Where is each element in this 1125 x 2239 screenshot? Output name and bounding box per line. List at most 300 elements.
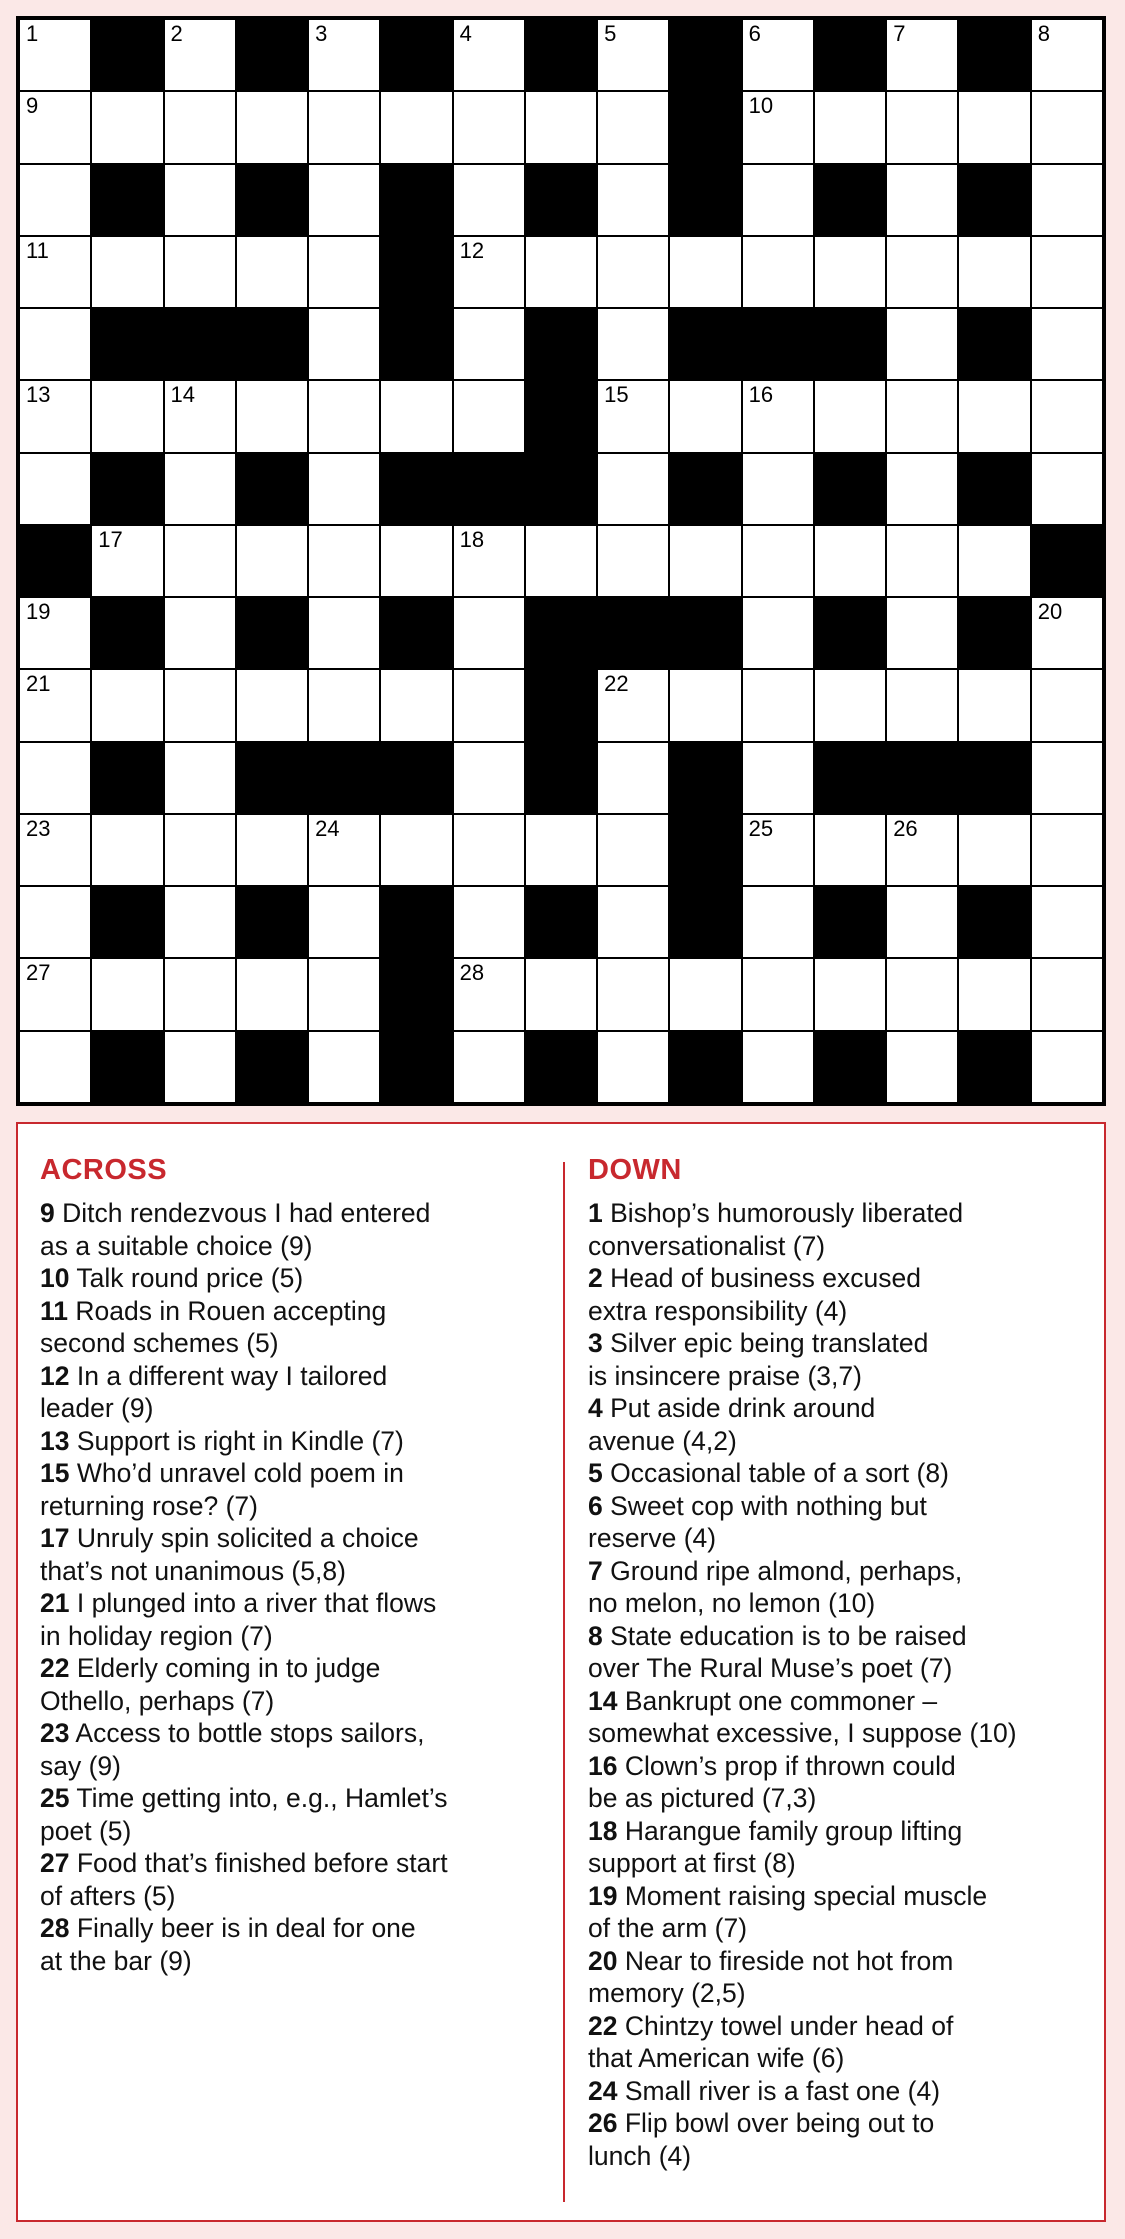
clue-num: 3 xyxy=(588,1328,603,1358)
clue-num: 23 xyxy=(40,1718,70,1748)
clues-panel xyxy=(16,1122,1106,2222)
clue-number: 27 xyxy=(26,960,51,986)
grid-cell[interactable] xyxy=(1032,92,1102,162)
grid-block xyxy=(92,165,162,235)
grid-cell[interactable] xyxy=(743,526,813,596)
grid-cell[interactable] xyxy=(598,165,668,235)
grid-cell[interactable] xyxy=(887,92,957,162)
grid-cell[interactable] xyxy=(92,815,162,885)
grid-cell[interactable] xyxy=(20,454,90,524)
grid-cell[interactable] xyxy=(959,815,1029,885)
grid-cell[interactable] xyxy=(454,92,524,162)
grid-cell[interactable] xyxy=(309,237,379,307)
grid-block xyxy=(454,454,524,524)
grid-cell[interactable] xyxy=(959,92,1029,162)
clue-num: 4 xyxy=(588,1393,603,1423)
grid-block xyxy=(381,959,451,1029)
grid-cell[interactable] xyxy=(237,670,307,740)
clue-text: Elderly coming in to judge xyxy=(76,1653,381,1683)
clue-text-line2: returning rose? (7) xyxy=(40,1490,258,1521)
grid-cell[interactable] xyxy=(1032,237,1102,307)
grid-block xyxy=(670,92,740,162)
grid-block xyxy=(92,743,162,813)
across-column xyxy=(40,1154,560,1977)
clue-num: 12 xyxy=(40,1360,70,1391)
grid-cell[interactable] xyxy=(815,959,885,1029)
grid-cell[interactable] xyxy=(309,1032,379,1102)
grid-cell[interactable] xyxy=(815,670,885,740)
clue-text: Flip bowl over being out to xyxy=(624,2108,935,2138)
grid-block xyxy=(670,165,740,235)
grid-cell[interactable] xyxy=(743,20,813,90)
grid-cell[interactable] xyxy=(598,237,668,307)
clue-num: 9 xyxy=(40,1198,55,1228)
grid-block xyxy=(526,743,596,813)
grid-cell[interactable] xyxy=(237,237,307,307)
grid-cell[interactable] xyxy=(237,92,307,162)
grid-block xyxy=(381,237,451,307)
grid-cell[interactable] xyxy=(598,743,668,813)
grid-cell[interactable] xyxy=(237,959,307,1029)
grid-cell[interactable] xyxy=(454,887,524,957)
grid-cell[interactable] xyxy=(165,1032,235,1102)
grid-cell[interactable] xyxy=(92,237,162,307)
grid-block xyxy=(815,598,885,668)
grid-cell[interactable] xyxy=(92,381,162,451)
clue-number: 19 xyxy=(26,599,51,625)
across-clue xyxy=(40,1717,560,1782)
grid-block xyxy=(526,381,596,451)
grid-cell[interactable] xyxy=(381,815,451,885)
across-clue xyxy=(40,1360,560,1425)
grid-cell[interactable] xyxy=(670,381,740,451)
clue-num: 8 xyxy=(588,1620,603,1651)
grid-cell[interactable] xyxy=(598,454,668,524)
down-clue xyxy=(588,1392,1098,1457)
grid-block xyxy=(815,1032,885,1102)
grid-block xyxy=(526,165,596,235)
grid-block xyxy=(237,20,307,90)
clue-num: 16 xyxy=(588,1750,618,1781)
grid-block xyxy=(526,1032,596,1102)
grid-cell[interactable] xyxy=(20,743,90,813)
grid-cell[interactable] xyxy=(20,670,90,740)
grid-cell[interactable] xyxy=(887,526,957,596)
grid-cell[interactable] xyxy=(454,526,524,596)
grid-cell[interactable] xyxy=(1032,743,1102,813)
down-clue xyxy=(588,2010,1098,2075)
clue-text-line2: memory (2,5) xyxy=(588,1978,746,2008)
clue-text: Head of business excused xyxy=(610,1263,921,1293)
grid-cell[interactable] xyxy=(1032,1032,1102,1102)
grid-cell[interactable] xyxy=(454,670,524,740)
grid-cell[interactable] xyxy=(454,815,524,885)
grid-cell[interactable] xyxy=(165,526,235,596)
grid-cell[interactable] xyxy=(20,381,90,451)
grid-cell[interactable] xyxy=(959,959,1029,1029)
grid-cell[interactable] xyxy=(887,381,957,451)
grid-cell[interactable] xyxy=(454,959,524,1029)
across-clue xyxy=(40,1197,560,1262)
grid-cell[interactable] xyxy=(526,237,596,307)
grid-cell[interactable] xyxy=(309,454,379,524)
grid-cell[interactable] xyxy=(670,670,740,740)
clue-text: Sweet cop with nothing but xyxy=(610,1490,927,1521)
clue-num: 26 xyxy=(588,2108,618,2138)
grid-cell[interactable] xyxy=(20,887,90,957)
clue-number: 21 xyxy=(26,671,51,697)
clue-text-line2: reserve (4) xyxy=(588,1523,717,1553)
clue-text: Unruly spin solicited a choice xyxy=(76,1523,419,1553)
down-clue xyxy=(588,1620,1098,1685)
grid-block xyxy=(92,598,162,668)
grid-cell[interactable] xyxy=(670,526,740,596)
grid-block xyxy=(743,309,813,379)
grid-cell[interactable] xyxy=(454,1032,524,1102)
grid-cell[interactable] xyxy=(92,92,162,162)
grid-cell[interactable] xyxy=(309,959,379,1029)
across-clue xyxy=(40,1847,560,1912)
grid-cell[interactable] xyxy=(743,959,813,1029)
clue-num: 25 xyxy=(40,1783,70,1813)
grid-block xyxy=(92,1032,162,1102)
clue-text: Clown’s prop if thrown could xyxy=(624,1750,956,1781)
grid-cell[interactable] xyxy=(381,381,451,451)
grid-cell[interactable] xyxy=(309,670,379,740)
grid-cell[interactable] xyxy=(887,670,957,740)
clue-number: 3 xyxy=(315,21,328,46)
clue-number: 5 xyxy=(604,21,617,46)
grid-cell[interactable] xyxy=(237,381,307,451)
grid-cell[interactable] xyxy=(815,815,885,885)
grid-cell[interactable] xyxy=(1032,381,1102,451)
grid-cell[interactable] xyxy=(165,887,235,957)
grid-block xyxy=(959,165,1029,235)
grid-cell[interactable] xyxy=(887,20,957,90)
grid-block xyxy=(815,887,885,957)
grid-cell[interactable] xyxy=(1032,815,1102,885)
clue-text-line2: support at first (8) xyxy=(588,1848,796,1878)
grid-cell[interactable] xyxy=(165,20,235,90)
clue-num: 7 xyxy=(588,1555,603,1586)
grid-cell[interactable] xyxy=(887,598,957,668)
grid-cell[interactable] xyxy=(20,20,90,90)
grid-cell[interactable] xyxy=(743,165,813,235)
clue-text: Finally beer is in deal for one xyxy=(76,1913,416,1943)
grid-cell[interactable] xyxy=(92,959,162,1029)
grid-cell[interactable] xyxy=(959,381,1029,451)
grid-block xyxy=(815,20,885,90)
column-divider xyxy=(563,1162,565,2202)
grid-cell[interactable] xyxy=(815,526,885,596)
grid-cell[interactable] xyxy=(454,381,524,451)
grid-cell[interactable] xyxy=(887,237,957,307)
grid-cell[interactable] xyxy=(526,92,596,162)
grid-cell[interactable] xyxy=(381,92,451,162)
grid-cell[interactable] xyxy=(92,670,162,740)
grid-block xyxy=(959,309,1029,379)
grid-cell[interactable] xyxy=(598,887,668,957)
grid-block xyxy=(237,743,307,813)
grid-cell[interactable] xyxy=(309,381,379,451)
grid-block xyxy=(887,743,957,813)
clue-text: State education is to be raised xyxy=(610,1620,967,1651)
clue-number: 15 xyxy=(604,382,629,408)
grid-cell[interactable] xyxy=(887,815,957,885)
grid-block xyxy=(237,165,307,235)
grid-cell[interactable] xyxy=(598,1032,668,1102)
clue-text: Time getting into, e.g., Hamlet’s xyxy=(76,1783,448,1813)
grid-cell[interactable] xyxy=(526,959,596,1029)
grid-block xyxy=(959,598,1029,668)
grid-cell[interactable] xyxy=(598,309,668,379)
down-clue xyxy=(588,1262,1098,1327)
grid-cell[interactable] xyxy=(743,598,813,668)
clue-number: 22 xyxy=(604,671,629,697)
grid-block xyxy=(92,454,162,524)
grid-cell[interactable] xyxy=(743,237,813,307)
clue-number: 28 xyxy=(459,960,485,986)
grid-cell[interactable] xyxy=(670,237,740,307)
grid-cell[interactable] xyxy=(598,20,668,90)
grid-cell[interactable] xyxy=(743,1032,813,1102)
down-clue xyxy=(588,1327,1098,1392)
grid-cell[interactable] xyxy=(526,815,596,885)
across-heading: ACROSS xyxy=(40,1154,168,1186)
grid-cell[interactable] xyxy=(309,92,379,162)
grid-block xyxy=(1032,526,1102,596)
grid-cell[interactable] xyxy=(454,20,524,90)
clue-number: 16 xyxy=(748,382,774,408)
grid-cell[interactable] xyxy=(598,815,668,885)
grid-block xyxy=(381,1032,451,1102)
grid-cell[interactable] xyxy=(309,309,379,379)
clue-text-line2: as a suitable choice (9) xyxy=(40,1230,313,1261)
grid-cell[interactable] xyxy=(887,165,957,235)
down-clue xyxy=(588,1457,1098,1490)
grid-cell[interactable] xyxy=(165,237,235,307)
grid-cell[interactable] xyxy=(1032,454,1102,524)
grid-cell[interactable] xyxy=(165,743,235,813)
clue-text: Harangue family group lifting xyxy=(624,1815,963,1846)
clue-text-line2: poet (5) xyxy=(40,1815,132,1846)
grid-block xyxy=(92,20,162,90)
grid-block xyxy=(959,1032,1029,1102)
clue-text: Silver epic being translated xyxy=(610,1328,929,1358)
grid-block xyxy=(309,743,379,813)
grid-cell[interactable] xyxy=(165,815,235,885)
grid-block xyxy=(959,743,1029,813)
clue-number: 25 xyxy=(748,815,774,841)
grid-cell[interactable] xyxy=(743,454,813,524)
grid-block xyxy=(526,454,596,524)
grid-block xyxy=(670,598,740,668)
grid-cell[interactable] xyxy=(887,1032,957,1102)
clue-number: 8 xyxy=(1037,21,1050,46)
grid-cell[interactable] xyxy=(743,381,813,451)
across-clue xyxy=(40,1912,560,1977)
down-column xyxy=(588,1154,1098,2172)
grid-cell[interactable] xyxy=(20,815,90,885)
grid-block xyxy=(815,165,885,235)
grid-block xyxy=(237,309,307,379)
clue-num: 22 xyxy=(40,1653,70,1683)
clue-text-line2: somewhat excessive, I suppose (10) xyxy=(588,1718,1017,1748)
grid-cell[interactable] xyxy=(237,526,307,596)
grid-cell[interactable] xyxy=(309,20,379,90)
clue-num: 2 xyxy=(588,1263,603,1293)
grid-cell[interactable] xyxy=(20,959,90,1029)
down-clue xyxy=(588,1880,1098,1945)
clue-text-line2: second schemes (5) xyxy=(40,1328,279,1358)
grid-block xyxy=(959,20,1029,90)
grid-cell[interactable] xyxy=(743,743,813,813)
clue-number: 13 xyxy=(26,382,51,408)
grid-block xyxy=(92,887,162,957)
clue-number: 1 xyxy=(26,21,39,46)
clue-text-line2: avenue (4,2) xyxy=(588,1425,737,1456)
grid-cell[interactable] xyxy=(887,887,957,957)
across-clue xyxy=(40,1782,560,1847)
grid-cell[interactable] xyxy=(526,526,596,596)
grid-cell[interactable] xyxy=(598,92,668,162)
grid-cell[interactable] xyxy=(1032,309,1102,379)
grid-cell[interactable] xyxy=(1032,887,1102,957)
grid-block xyxy=(526,887,596,957)
clue-text-line2: in holiday region (7) xyxy=(40,1620,273,1651)
grid-block xyxy=(815,309,885,379)
grid-cell[interactable] xyxy=(237,815,307,885)
grid-cell[interactable] xyxy=(454,598,524,668)
grid-cell[interactable] xyxy=(1032,959,1102,1029)
clue-text: Put aside drink around xyxy=(610,1393,876,1423)
grid-cell[interactable] xyxy=(165,165,235,235)
grid-cell[interactable] xyxy=(20,237,90,307)
grid-cell[interactable] xyxy=(381,670,451,740)
grid-cell[interactable] xyxy=(165,598,235,668)
grid-block xyxy=(670,815,740,885)
grid-cell[interactable] xyxy=(598,959,668,1029)
grid-cell[interactable] xyxy=(743,887,813,957)
clue-num: 14 xyxy=(588,1685,618,1716)
grid-cell[interactable] xyxy=(454,309,524,379)
down-clue xyxy=(588,1490,1098,1555)
grid-block xyxy=(381,165,451,235)
grid-cell[interactable] xyxy=(1032,670,1102,740)
clue-text-line2: of the arm (7) xyxy=(588,1913,748,1943)
down-clue xyxy=(588,1815,1098,1880)
clue-number: 2 xyxy=(170,21,183,46)
down-clue xyxy=(588,1685,1098,1750)
grid-cell[interactable] xyxy=(92,526,162,596)
grid-cell[interactable] xyxy=(959,670,1029,740)
grid-block xyxy=(237,1032,307,1102)
clue-text-line2: of afters (5) xyxy=(40,1880,176,1911)
grid-cell[interactable] xyxy=(598,381,668,451)
clue-number: 24 xyxy=(315,815,340,841)
grid-cell[interactable] xyxy=(309,526,379,596)
grid-cell[interactable] xyxy=(165,454,235,524)
clue-text: In a different way I tailored xyxy=(76,1360,388,1391)
grid-cell[interactable] xyxy=(815,237,885,307)
grid-cell[interactable] xyxy=(20,598,90,668)
grid-cell[interactable] xyxy=(743,92,813,162)
grid-cell[interactable] xyxy=(1032,165,1102,235)
grid-cell[interactable] xyxy=(743,670,813,740)
clue-text: Moment raising special muscle xyxy=(624,1880,988,1911)
grid-cell[interactable] xyxy=(165,381,235,451)
grid-cell[interactable] xyxy=(670,959,740,1029)
grid-cell[interactable] xyxy=(454,165,524,235)
grid-cell[interactable] xyxy=(309,815,379,885)
clue-num: 19 xyxy=(588,1880,618,1911)
down-clue xyxy=(588,2107,1098,2172)
clue-text: Access to bottle stops sailors, xyxy=(75,1718,425,1748)
grid-cell[interactable] xyxy=(381,526,451,596)
grid-block xyxy=(815,743,885,813)
grid-cell[interactable] xyxy=(20,165,90,235)
grid-block xyxy=(670,743,740,813)
clue-text-line2: that American wife (6) xyxy=(588,2043,845,2073)
grid-block xyxy=(959,454,1029,524)
clue-num: 15 xyxy=(40,1458,70,1488)
grid-cell[interactable] xyxy=(887,959,957,1029)
grid-cell[interactable] xyxy=(165,670,235,740)
grid-block xyxy=(165,309,235,379)
grid-cell[interactable] xyxy=(598,526,668,596)
grid-cell[interactable] xyxy=(309,165,379,235)
grid-block xyxy=(92,309,162,379)
across-clue-list xyxy=(40,1197,560,1977)
grid-cell[interactable] xyxy=(959,237,1029,307)
grid-cell[interactable] xyxy=(1032,20,1102,90)
grid-cell[interactable] xyxy=(20,1032,90,1102)
grid-cell[interactable] xyxy=(454,237,524,307)
clue-text: Bishop’s humorously liberated xyxy=(610,1198,964,1228)
grid-cell[interactable] xyxy=(743,815,813,885)
grid-cell[interactable] xyxy=(20,92,90,162)
across-clue xyxy=(40,1652,560,1717)
grid-cell[interactable] xyxy=(1032,598,1102,668)
grid-cell[interactable] xyxy=(959,526,1029,596)
grid-cell[interactable] xyxy=(815,381,885,451)
grid-cell[interactable] xyxy=(309,598,379,668)
grid-cell[interactable] xyxy=(598,670,668,740)
grid-cell[interactable] xyxy=(454,743,524,813)
clue-num: 1 xyxy=(588,1198,603,1228)
clue-text-line2: Othello, perhaps (7) xyxy=(40,1685,275,1716)
clue-text: Ground ripe almond, perhaps, xyxy=(610,1555,963,1586)
clue-num: 11 xyxy=(40,1295,69,1326)
down-clue xyxy=(588,2075,1098,2108)
clue-num: 6 xyxy=(588,1490,603,1521)
down-clue xyxy=(588,1945,1098,2010)
clue-text-line2: at the bar (9) xyxy=(40,1945,192,1976)
grid-cell[interactable] xyxy=(309,887,379,957)
grid-cell[interactable] xyxy=(887,454,957,524)
grid-block xyxy=(237,887,307,957)
clue-text-line2: leader (9) xyxy=(40,1393,154,1423)
clue-text: Food that’s finished before start xyxy=(76,1848,448,1878)
grid-cell[interactable] xyxy=(20,309,90,379)
clue-num: 28 xyxy=(40,1913,70,1943)
clue-text-line2: over The Rural Muse’s poet (7) xyxy=(588,1653,953,1683)
grid-cell[interactable] xyxy=(887,309,957,379)
grid-cell[interactable] xyxy=(815,92,885,162)
grid-cell[interactable] xyxy=(165,92,235,162)
across-clue xyxy=(40,1457,560,1522)
grid-cell[interactable] xyxy=(165,959,235,1029)
